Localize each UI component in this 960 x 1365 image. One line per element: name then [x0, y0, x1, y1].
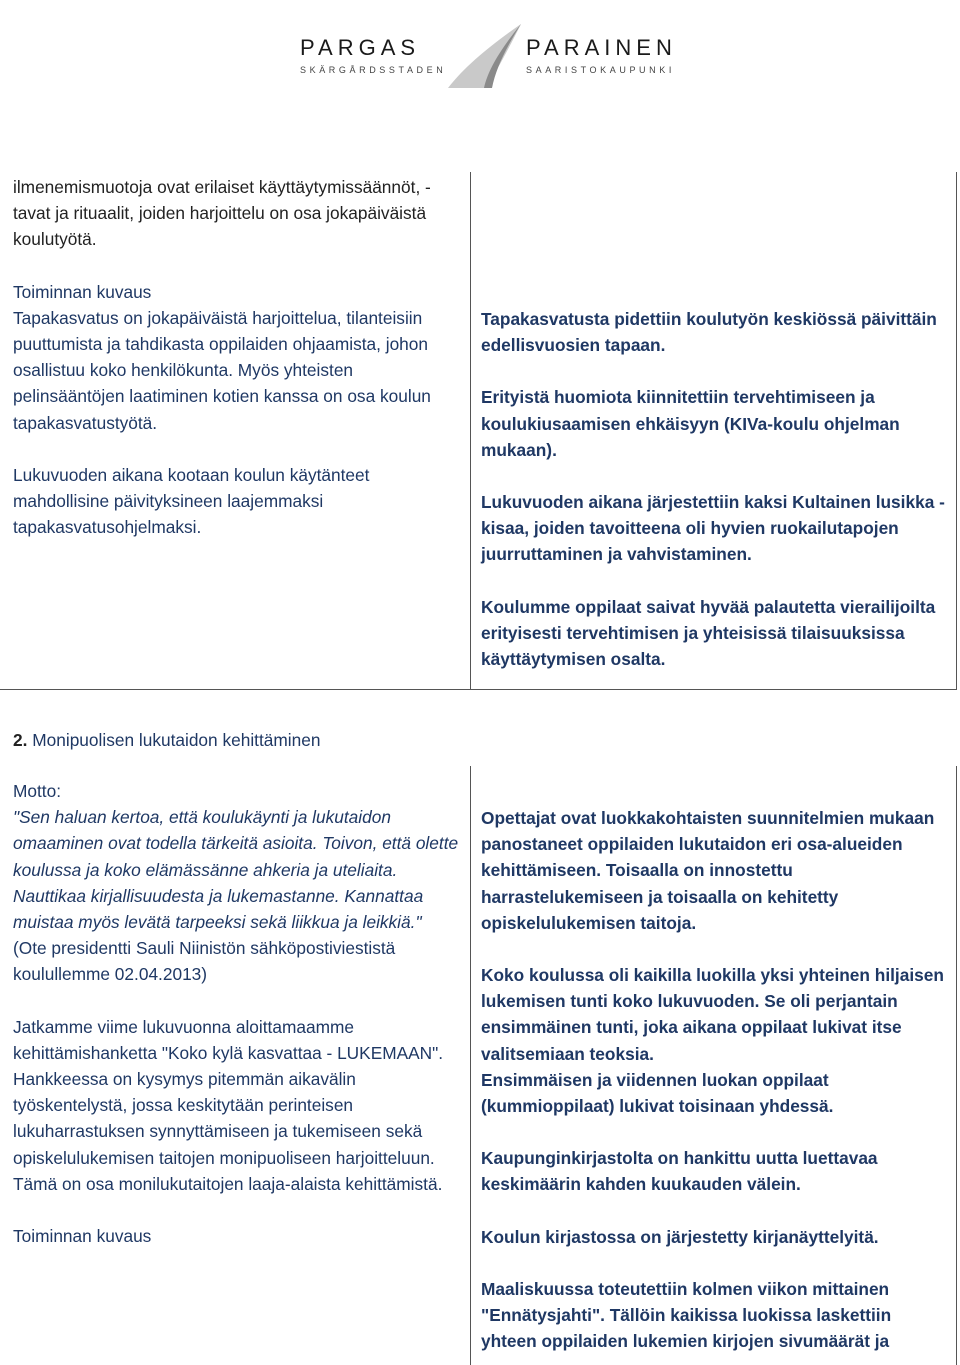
- logo-parainen: [526, 37, 677, 75]
- logo-pargas: [300, 37, 446, 75]
- table-border-right-top: [956, 172, 957, 689]
- row2-right-cell: [481, 805, 951, 1354]
- section-2-number: 2.: [13, 730, 28, 750]
- section-2-title: Monipuolisen lukutaidon kehittäminen: [32, 730, 321, 750]
- row1-right-cell: [481, 306, 951, 672]
- motto-label: Motto:: [13, 781, 62, 801]
- logo-left-name: PARGAS: [300, 35, 421, 60]
- motto-source: (Ote presidentti Sauli Niinistön sähköpostiviestistä koulullemme 02.04.2013): [13, 938, 396, 985]
- row2-right-paragraph-4: Kaupunginkirjastolta on hankittu uutta luettavaa keskimäärin kahden kuukauden välein.: [481, 1148, 878, 1195]
- table-border-right-bottom: [956, 766, 957, 1365]
- row1-left-cell: [13, 174, 463, 540]
- row1-left-heading: Toiminnan kuvaus: [13, 281, 152, 302]
- row2-right-paragraph-1: Opettajat ovat luokkakohtaisten suunnitelmien mukaan panostaneet oppilaiden lukutaidon eri osa-alueiden kehittämiseen. Toisaalla on innostettu harrastelukemiseen ja toisaalla on kehitetty opiskelulukemisen taitoja.: [481, 808, 935, 933]
- section-2-heading: [13, 727, 320, 753]
- row2-right-paragraph-6: Maaliskuussa toteutettiin kolmen viikon mittainen "Ennätysjahti". Tällöin kaikissa luokissa laskettiin yhteen oppilaiden lukemien kirjojen sivumäärät ja: [481, 1278, 892, 1352]
- row1-left-intro: ilmenemismuotoja ovat erilaiset käyttäytymissäännöt, -tavat ja rituaalit, joiden harjoittelu on osa jokapäiväistä koulutyötä.: [13, 177, 431, 250]
- logo-left-subtitle: SKÄRGÅRDSSTADEN: [300, 65, 447, 75]
- page-header: [0, 0, 960, 100]
- row2-right-paragraph-5: Koulun kirjastossa on järjestetty kirjanäyttelyitä.: [481, 1226, 879, 1247]
- row2-right-paragraph-2: Koko koulussa oli kaikilla luokilla yksi yhteinen hiljaisen lukemisen tunti koko lukuvuoden. Se oli perjantain ensimmäinen tunti, joka aikana oppilaat lukivat itse valitsemiaan teoksia.: [481, 965, 944, 1064]
- row2-left-paragraph-1: Jatkamme viime lukuvuonna aloittamaamme kehittämishanketta "Koko kylä kasvattaa - LUKEMAAN".: [13, 1016, 444, 1063]
- motto-quote: "Sen haluan kertoa, että koulukäynti ja lukutaidon omaaminen ovat todella tärkeitä asioita. Toivon, että olette koulussa ja koko elämässänne ahkeria ja uteliaita. Nauttikaa kirjallisuudesta ja lukemastanne. Kannattaa muistaa myös levätä tarpeeksi sekä liikkua ja leikkiä.": [13, 807, 459, 933]
- row1-right-paragraph-2: Erityistä huomiota kiinnitettiin tervehtimiseen ja koulukiusaamisen ehkäisyyn (KIVa-koulu ohjelman mukaan).: [481, 387, 900, 460]
- row1-left-paragraph-2: Lukuvuoden aikana kootaan koulun käytänteet mahdollisine päivityksineen laajemmaksi tapakasvatusohjelmaksi.: [13, 464, 370, 538]
- logo-right-subtitle: SAARISTOKAUPUNKI: [526, 65, 675, 75]
- row2-left-paragraph-2: Hankkeessa on kysymys pitemmän aikavälin työskentelystä, jossa keskitytään perinteisen lukuharrastuksen synnyttämiseen ja tukemiseen sekä opiskelulukemisen taitojen monipuoliseen harjoitteluun. Tämä on osa monilukutaitojen laaja-alaista kehittämistä.: [13, 1069, 443, 1194]
- row1-right-paragraph-1: Tapakasvatusta pidettiin koulutyön keskiössä päivittäin edellisvuosien tapaan.: [481, 309, 937, 356]
- logo-right-name: PARAINEN: [526, 35, 677, 60]
- row2-right-paragraph-3: Ensimmäisen ja viidennen luokan oppilaat (kummioppilaat) lukivat toisinaan yhdessä.: [481, 1069, 834, 1117]
- table-row-divider: [0, 689, 957, 690]
- row1-right-paragraph-4: Koulumme oppilaat saivat hyvää palautetta vierailijoilta erityisesti tervehtimisen ja yhteisissä tilaisuuksissa käyttäytymisen osalta.: [481, 596, 936, 670]
- row1-right-paragraph-3: Lukuvuoden aikana järjestettiin kaksi Kultainen lusikka -kisaa, joiden tavoitteena oli hyvien ruokailutapojen juurruttaminen ja vahvistaminen.: [481, 492, 945, 565]
- table-divider-center-top: [470, 172, 471, 689]
- row1-left-paragraph-1: Tapakasvatus on jokapäiväistä harjoittelua, tilanteisiin puuttumista ja tahdikasta oppilaiden ohjaamista, johon osallistuu koko henkilökunta. Myös yhteisten pelinsääntöjen laatiminen kotien kanssa on osa koulun tapakasvatustyötä.: [13, 307, 431, 433]
- row2-left-cell: [13, 778, 463, 1249]
- table-divider-center-bottom: [470, 766, 471, 1365]
- sail-logo-icon: [436, 20, 526, 90]
- row2-left-heading: Toiminnan kuvaus: [13, 1226, 152, 1247]
